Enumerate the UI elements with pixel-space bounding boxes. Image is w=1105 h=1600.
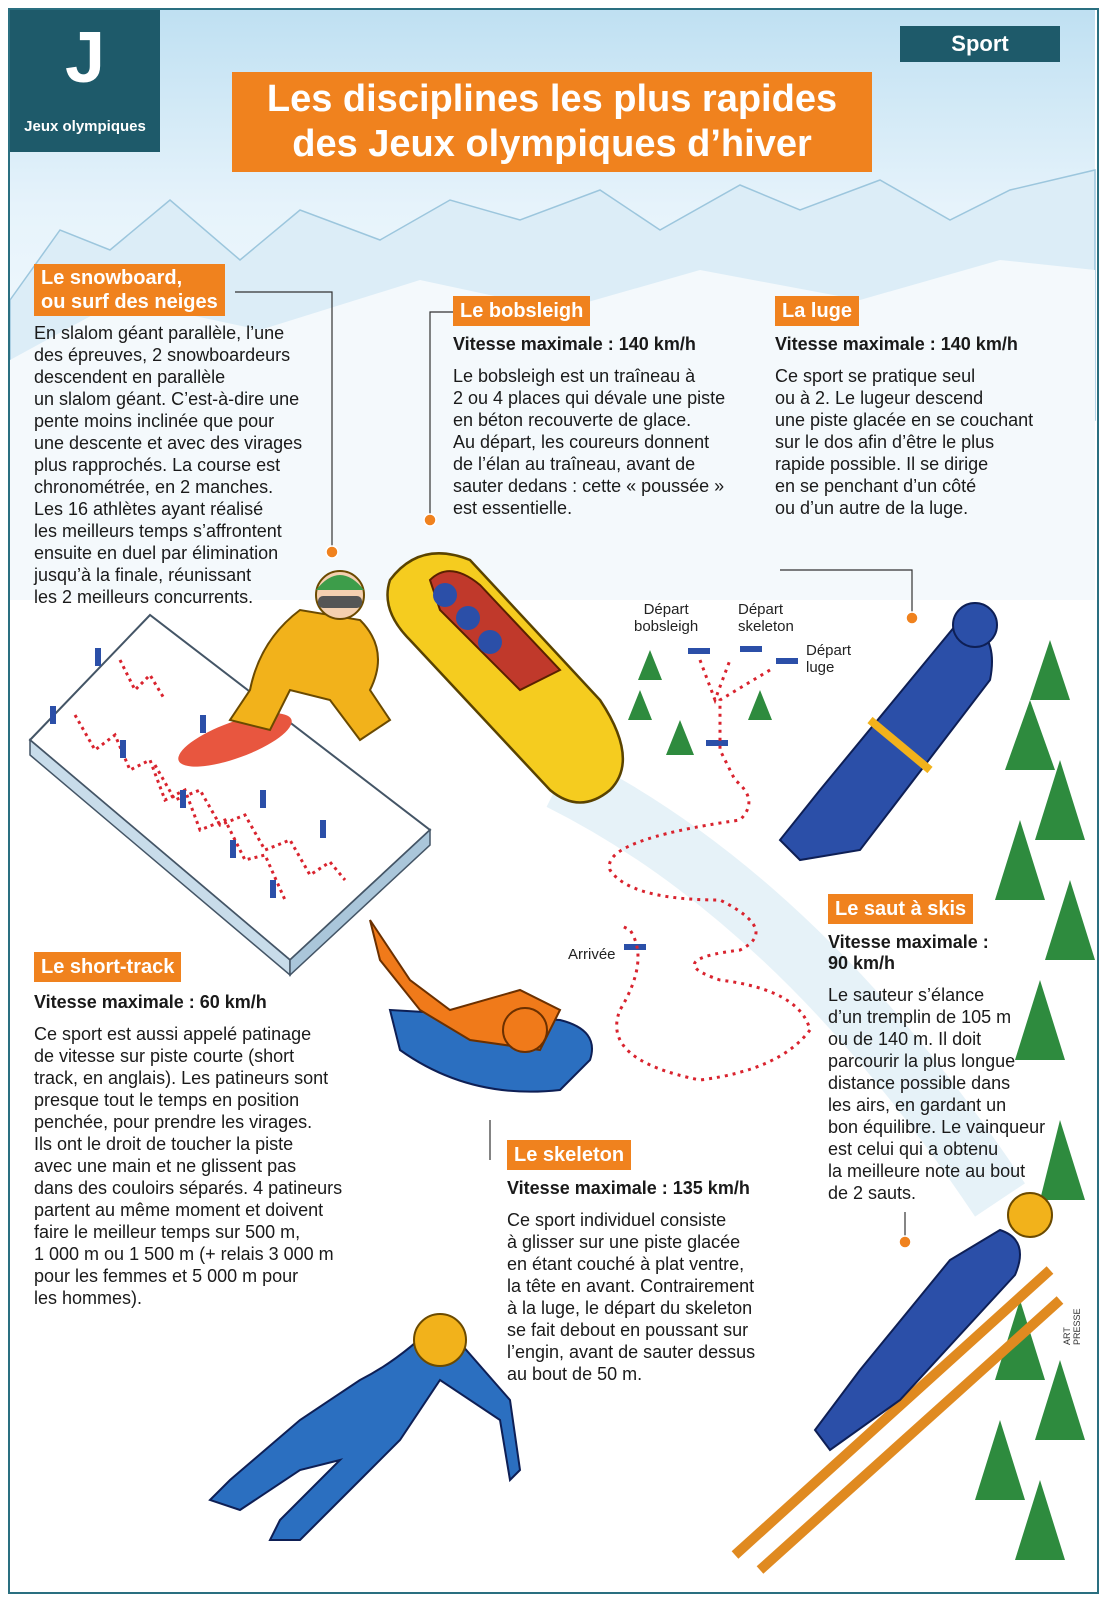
text-line: Ce sport individuel consiste	[507, 1210, 727, 1230]
category-tab: Sport	[900, 26, 1060, 62]
text-line: En slalom géant parallèle, l’une	[34, 323, 285, 343]
text-line: en se penchant d’un côté	[775, 476, 977, 496]
skeleton-text	[507, 1209, 807, 1385]
leader-dot-ski-jump	[899, 1236, 911, 1248]
short-track-section	[34, 952, 394, 1309]
text-line: de 2 sauts.	[828, 1183, 917, 1203]
text-line: d’un tremplin de 105 m	[828, 1007, 1012, 1027]
text-line: distance possible dans	[828, 1073, 1011, 1093]
text-line: la tête en avant. Contrairement	[507, 1276, 755, 1296]
leader-dot-luge	[906, 612, 918, 624]
leader-dot-bobsleigh	[424, 514, 436, 526]
text-line: 2 ou 4 places qui dévale une piste	[453, 388, 726, 408]
text-line: bon équilibre. Le vainqueur	[828, 1117, 1046, 1137]
speed-line: 90 km/h	[828, 953, 896, 973]
snowboard-title-line2: ou surf des neiges	[41, 291, 218, 313]
text-line: Au départ, les coureurs donnent	[453, 432, 710, 452]
short-track-figure	[210, 1314, 520, 1540]
text-line: sauter dedans : cette « poussée »	[453, 476, 725, 496]
text-line: des épreuves, 2 snowboardeurs	[34, 345, 291, 365]
text-line: partent au même moment et doivent	[34, 1200, 324, 1220]
label-line: Départ	[643, 601, 689, 618]
text-line: au bout de 50 m.	[507, 1364, 643, 1384]
short-track-text	[34, 1023, 394, 1309]
text-line: les airs, en gardant un	[828, 1095, 1007, 1115]
credit-text: ART PRESSE	[1062, 1308, 1082, 1345]
ski-jump-text	[828, 984, 1068, 1204]
letter-subtitle: Jeux olympiques	[24, 118, 146, 135]
text-line: penchée, pour prendre les virages.	[34, 1112, 313, 1132]
snowboard-title-line1: Le snowboard,	[41, 267, 183, 289]
bobsleigh-figure	[388, 553, 623, 802]
bobsleigh-speed: Vitesse maximale : 140 km/h	[453, 334, 696, 354]
text-line: Le bobsleigh est un traîneau à	[453, 366, 696, 386]
skeleton-section	[507, 1140, 807, 1385]
skeleton-speed: Vitesse maximale : 135 km/h	[507, 1178, 750, 1198]
snowboard-text	[34, 322, 344, 608]
text-line: ensuite en duel par élimination	[34, 543, 279, 563]
luge-section	[775, 296, 1075, 519]
text-line: l’engin, avant de sauter dessus	[507, 1342, 756, 1362]
speed-line: Vitesse maximale :	[828, 932, 989, 952]
text-line: en béton recouverte de glace.	[453, 410, 692, 430]
text-line: pour les femmes et 5 000 m pour	[34, 1266, 299, 1286]
text-line: faire le meilleur temps sur 500 m,	[34, 1222, 301, 1242]
label-line: bobsleigh	[634, 618, 699, 635]
text-line: sur le dos afin d’être le plus	[775, 432, 995, 452]
text-line: est celui qui a obtenu	[828, 1139, 999, 1159]
text-line: de l’élan au traîneau, avant de	[453, 454, 696, 474]
label-depart-bobsleigh	[634, 601, 698, 635]
label-depart-skeleton	[738, 601, 794, 635]
track-map	[609, 646, 810, 1080]
text-line: presque tout le temps en position	[34, 1090, 300, 1110]
text-line: est essentielle.	[453, 498, 573, 518]
text-line: ou à 2. Le lugeur descend	[775, 388, 984, 408]
snowboard-section	[34, 264, 344, 608]
skeleton-title: Le skeleton	[507, 1140, 631, 1170]
label-arrivee: Arrivée	[568, 946, 616, 963]
text-line: de vitesse sur piste courte (short	[34, 1046, 295, 1066]
ski-jump-title: Le saut à skis	[828, 894, 973, 924]
text-line: dans des couloirs séparés. 4 patineurs	[34, 1178, 343, 1198]
text-line: track, en anglais). Les patineurs sont	[34, 1068, 329, 1088]
snowboard-title	[34, 264, 225, 316]
bobsleigh-title: Le bobsleigh	[453, 296, 590, 326]
text-line: avec une main et ne glissent pas	[34, 1156, 297, 1176]
text-line: en étant couché à plat ventre,	[507, 1254, 745, 1274]
text-line: plus rapprochés. La course est	[34, 455, 281, 475]
luge-title: La luge	[775, 296, 859, 326]
text-line: Le sauteur s’élance	[828, 985, 985, 1005]
skeleton-figure	[370, 920, 592, 1092]
luge-text	[775, 365, 1075, 519]
text-line: jusqu’à la finale, réunissant	[34, 565, 252, 585]
label-line: luge	[806, 659, 835, 676]
label-line: skeleton	[738, 618, 794, 635]
page-title-line1: Les disciplines les plus rapides	[266, 78, 838, 120]
short-track-speed: Vitesse maximale : 60 km/h	[34, 992, 267, 1012]
bobsleigh-section	[453, 296, 773, 519]
text-line: les hommes).	[34, 1288, 143, 1308]
text-line: une descente et avec des virages	[34, 433, 303, 453]
text-line: Ce sport est aussi appelé patinage	[34, 1024, 312, 1044]
text-line: chronométrée, en 2 manches.	[34, 477, 274, 497]
label-line: Départ	[738, 601, 784, 618]
text-line: descendent en parallèle	[34, 367, 226, 387]
short-track-title: Le short-track	[34, 952, 181, 982]
ski-jump-section	[828, 894, 1068, 1204]
text-line: pente moins inclinée que pour	[34, 411, 275, 431]
text-line: la meilleure note au bout	[828, 1161, 1026, 1181]
text-line: les 2 meilleurs concurrents.	[34, 587, 254, 607]
text-line: se fait debout en poussant sur	[507, 1320, 749, 1340]
text-line: une piste glacée en se couchant	[775, 410, 1034, 430]
text-line: rapide possible. Il se dirige	[775, 454, 989, 474]
text-line: à la luge, le départ du skeleton	[507, 1298, 753, 1318]
text-line: un slalom géant. C’est-à-dire une	[34, 389, 300, 409]
text-line: parcourir la plus longue	[828, 1051, 1016, 1071]
text-line: les meilleurs temps s’affrontent	[34, 521, 282, 541]
text-line: 1 000 m ou 1 500 m (+ relais 3 000 m	[34, 1244, 334, 1264]
ski-jump-speed	[828, 932, 1068, 974]
text-line: à glisser sur une piste glacée	[507, 1232, 741, 1252]
bobsleigh-text	[453, 365, 773, 519]
text-line: ou de 140 m. Il doit	[828, 1029, 982, 1049]
label-depart-luge	[806, 642, 851, 676]
label-line: Départ	[806, 642, 852, 659]
text-line: Les 16 athlètes ayant réalisé	[34, 499, 264, 519]
text-line: Ils ont le droit de toucher la piste	[34, 1134, 294, 1154]
text-line: ou d’un autre de la luge.	[775, 498, 969, 518]
text-line: Ce sport se pratique seul	[775, 366, 976, 386]
index-letter: J	[64, 18, 106, 98]
luge-speed: Vitesse maximale : 140 km/h	[775, 334, 1018, 354]
page-title-line2: des Jeux olympiques d’hiver	[292, 123, 812, 165]
